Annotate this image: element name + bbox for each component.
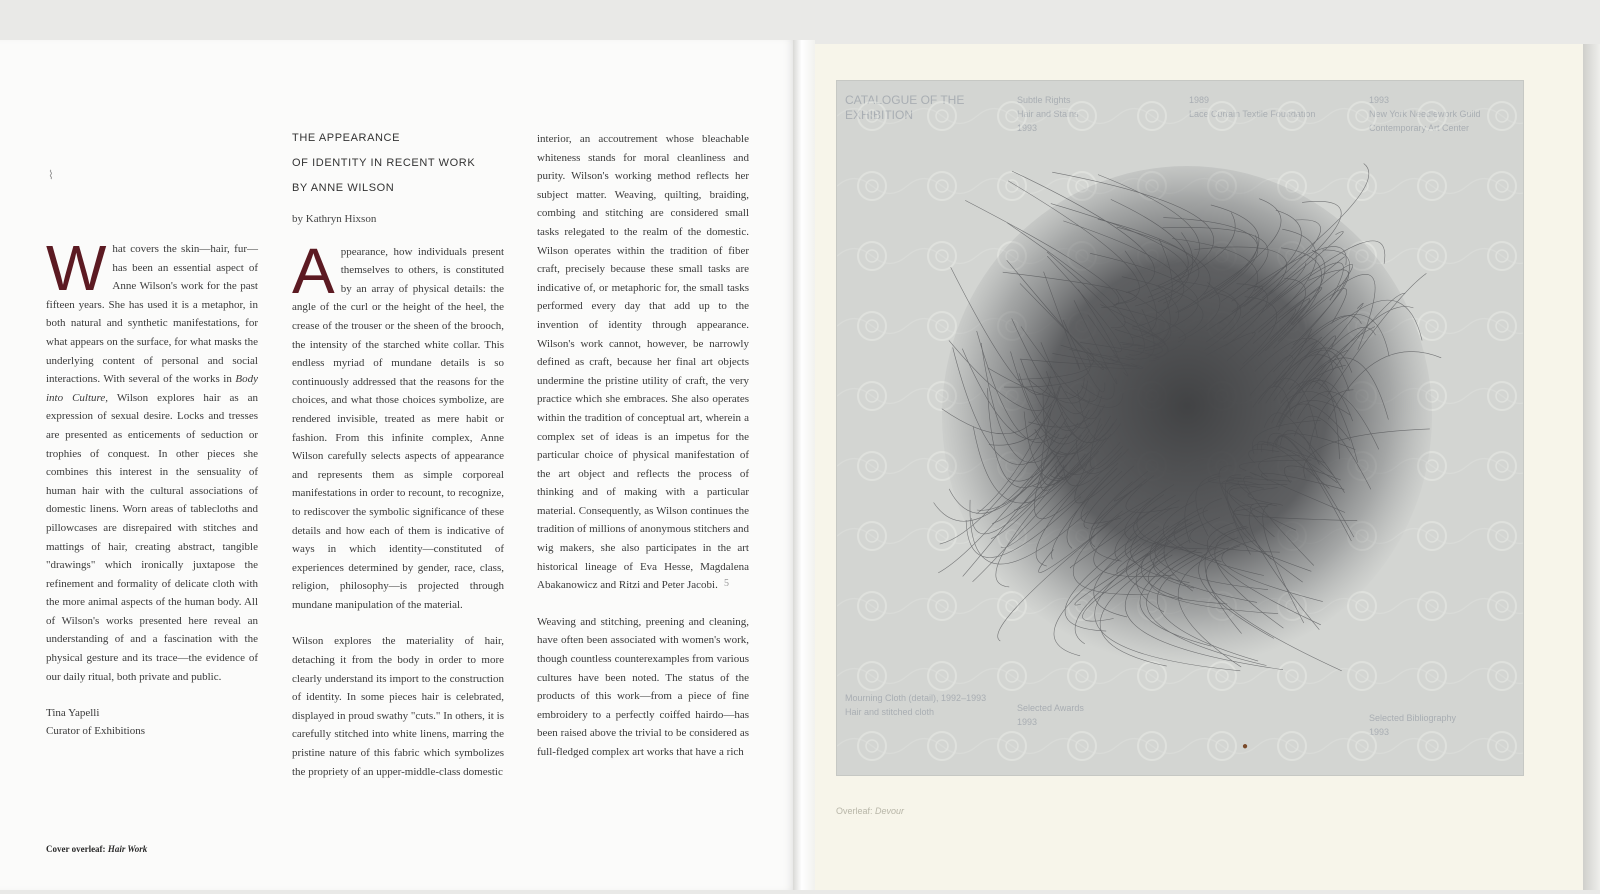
essay-paragraph-1-text: ppearance, how individuals present themselves to others, is constituted by an array of physical details: the angle of the curl or the height of the heel, the crease of the trouser or the sheen of the brooch, the intensity of the starched white collar. This endless myriad of mundane details is so continuously addressed that the reasons for the choices, and what those choices symbolize, are rendered invisible, treated as mere habit or fashion. From this infinite complex, Anne Wilson carefully selects aspects of appearance and represents them as simple corporeal manifestations in order to recount, to recognize, to rediscover the symbolic significance of these details and how each of them is indicative of ways in which identity—constituted of experiences determined by gender, race, class, religion, philosophy—is projected through mundane manipulation of the material. — [292, 245, 504, 611]
cover-caption — [46, 844, 147, 854]
essay-paragraph-2: Wilson explores the materiality of hair, detaching it from the body in order to more clearly understand its import to the construction of identity. In some pieces hair is celebrated, displayed in proud swathy "cuts." In others, it is carefully stitched into white linens, marring the pristine nature of this fabric which symbolizes the propriety of an upper-middle-class domestic — [292, 635, 504, 778]
signature — [46, 704, 258, 740]
intro-paragraph — [46, 232, 258, 686]
lace-pattern — [837, 81, 1523, 775]
intro-column — [46, 232, 258, 740]
cover-caption-label: Cover overleaf: — [46, 844, 106, 854]
signature-name: Tina Yapelli — [46, 707, 100, 720]
intro-text: hat covers the skin—hair, fur—has been an essential aspect of Anne Wilson's work for the past fifteen years. She has used it is a metaphor, in both natural and synthetic manifestations, for what appears on the surface, for what masks the underlying content of personal and social interactions. With several of the works in — [46, 243, 258, 386]
page-number: 5 — [724, 578, 729, 589]
signature-title: Curator of Exhibitions — [46, 725, 145, 738]
overleaf-caption-label: Overleaf: — [836, 806, 873, 816]
intro-text-continued: Wilson explores hair as an expression of sexual desire. Locks and tresses are presented as enticements of seduction or trophies of conquest. In other pieces she combines this interest in the sensuality of human hair with the cultural associations of domestic linens. Worn areas of tablecloths and pillowcases are disrepaired with stitches and mattings of hair, creating abstract, tangible "drawings" which ironically juxtapose the refinement and formality of delicate cloth with the more animal aspects of the human body. All of Wilson's works presented here reveal an understanding of and a fascination with the physical gesture and its trace—the evidence of our daily ritual, both private and public. — [46, 391, 258, 683]
essay-paragraph-4: Weaving and stitching, preening and cleaning, have often been associated with women's work, though countless counterexamples from various cultures have been noted. The status of the products of this work—from a piece of fine embroidery to a perfectly coiffed hairdo—has been raised above the trivial to be considered as full-fledged complex art works that have a rich — [537, 615, 749, 758]
essay-title-line-3: BY ANNE WILSON — [292, 182, 395, 194]
essay-byline: by Kathryn Hixson — [292, 213, 377, 225]
artwork-devour — [836, 80, 1524, 776]
essay-title-line-1: THE APPEARANCE — [292, 132, 401, 144]
stain-dot: ● — [1242, 741, 1249, 752]
cover-caption-title: Hair Work — [107, 844, 148, 854]
page-edge — [1583, 44, 1600, 890]
overleaf-caption — [836, 806, 904, 816]
essay-column-1 — [292, 126, 504, 781]
essay-dropcap: A — [292, 234, 335, 307]
intro-dropcap: W — [46, 232, 107, 304]
book-gutter — [793, 40, 815, 890]
essay-title-line-2: OF IDENTITY IN RECENT WORK — [292, 157, 476, 169]
essay-column-2 — [537, 130, 749, 762]
essay-paragraph-1 — [292, 234, 504, 615]
essay-title — [292, 126, 504, 201]
left-page — [0, 40, 793, 890]
overleaf-caption-title: Devour — [875, 806, 905, 816]
intro-italic-title: Body into Culture, — [46, 373, 258, 404]
pencil-mark: ⌇ — [48, 168, 54, 182]
essay-paragraph-3: interior, an accoutrement whose bleachable whiteness stands for moral cleanliness and purity. Wilson's working method reflects her subject matter. Weaving, quilting, braiding, combing and stitching are considered small tasks relegated to the realm of the domestic. Wilson operates within the tradition of fiber craft, precisely because these small tasks are indicative of, or metaphoric for, the small tasks performed every day that add up to the invention of identity through appearance. Wilson's work cannot, however, be narrowly defined as craft, because her final art objects undermine the pristine utility of craft, the very practice which she embraces. She also operates within the tradition of conceptual art, wherein a complex set of ideas is an impetus for the particular choice of physical manifestation of the art object and reflects the process of thinking and of making with a particular material. Consequently, as Wilson continues the tradition of millions of anonymous stitchers and wig makers, she also participates in the art historical lineage of Eva Hesse, Magdalena Abakanowicz and Ritzi and Peter Jacobi. — [537, 133, 749, 592]
